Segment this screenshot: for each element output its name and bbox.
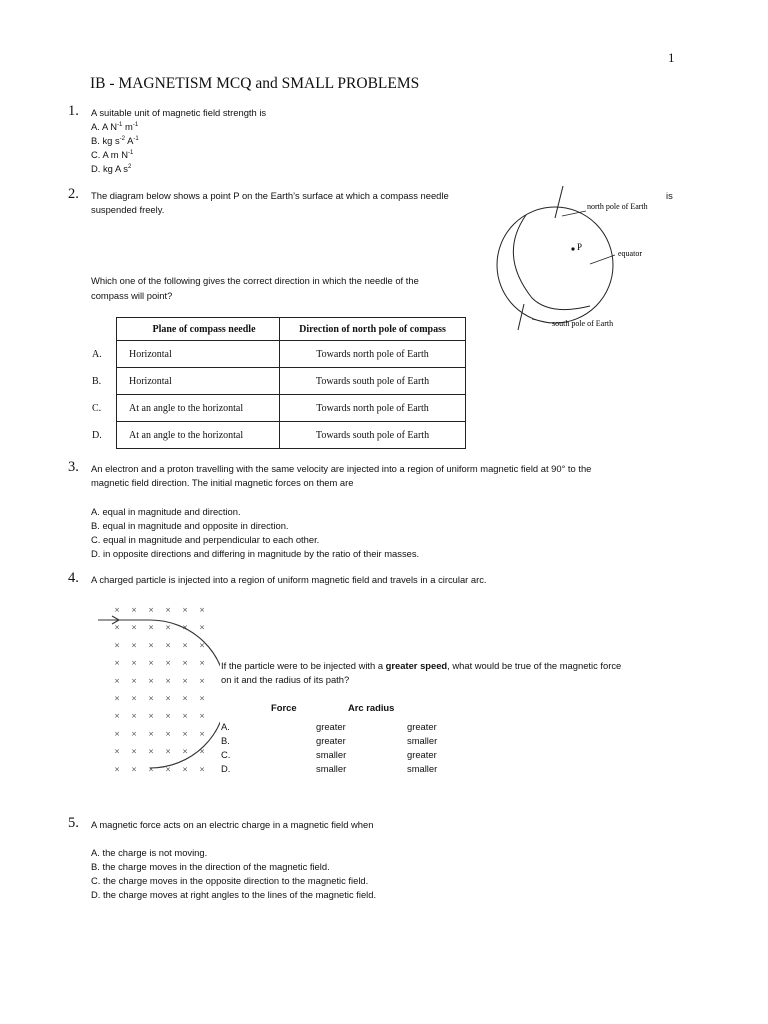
field-cross-icon: × [114, 694, 120, 703]
field-cross-icon: × [165, 641, 171, 650]
question-text-line-2: on it and the radius of its path? [221, 674, 350, 685]
question-text-line-1: An electron and a proton travelling with the same velocity are injected into a region of uniform magnetic field at 90° to the [91, 463, 592, 474]
option-c: C. the charge moves in the opposite direction to the magnetic field. [91, 875, 369, 886]
column-header-force: Force [271, 702, 297, 713]
field-cross-icon: × [182, 606, 188, 614]
question-text-line-2: magnetic field direction. The initial magnetic forces on them are [91, 477, 354, 488]
field-cross-icon: × [182, 676, 188, 685]
row-direction: Towards north pole of Earth [280, 395, 466, 422]
field-cross-icon: × [148, 694, 154, 703]
answer-row: D. smaller smaller [221, 763, 438, 774]
compass-options-table [92, 317, 466, 449]
option-list [91, 120, 139, 176]
question-prompt-line-2: compass will point? [91, 290, 173, 301]
field-cross-icon: × [131, 659, 137, 668]
table-row [92, 395, 466, 422]
row-direction: Towards south pole of Earth [280, 422, 466, 449]
column-header-arc-radius: Arc radius [348, 702, 395, 713]
south-pole-label: south pole of Earth [552, 319, 614, 328]
field-cross-icon: × [199, 765, 205, 774]
axis-north [555, 186, 563, 218]
option-b: B. the charge moves in the direction of the magnetic field. [91, 861, 330, 872]
field-cross-icon: × [148, 747, 154, 756]
table-row [92, 341, 466, 368]
question-text: A suitable unit of magnetic field strength is [91, 107, 267, 118]
option-c: C. equal in magnitude and perpendicular to each other. [91, 534, 320, 545]
header-plane: Plane of compass needle [117, 318, 280, 341]
south-leader [532, 319, 550, 323]
field-cross-icon: × [199, 729, 205, 738]
question-number: 3. [68, 459, 79, 475]
field-cross-icon: × [131, 712, 137, 721]
field-cross-icon: × [148, 659, 154, 668]
field-cross-icon: × [114, 606, 120, 614]
row-label: A. [92, 341, 117, 368]
field-cross-icon: × [165, 747, 171, 756]
row-label: C. [92, 395, 117, 422]
field-cross-icon: × [114, 641, 120, 650]
north-pole-label: north pole of Earth [587, 202, 648, 211]
question-number: 4. [68, 570, 79, 586]
field-cross-icon: × [148, 765, 154, 774]
field-cross-icon: × [165, 765, 171, 774]
field-cross-icon: × [148, 712, 154, 721]
question-text: A charged particle is injected into a region of uniform magnetic field and travels in a circular arc. [91, 574, 487, 585]
field-cross-icon: × [131, 676, 137, 685]
earth-diagram [480, 180, 680, 340]
row-label: B. [92, 368, 117, 395]
field-cross-icon: × [165, 659, 171, 668]
field-cross-icon: × [165, 694, 171, 703]
equator-arc [513, 215, 590, 310]
table-row [92, 368, 466, 395]
field-cross-icon: × [165, 606, 171, 614]
option-c: C. A m $N^{-1}$ [91, 149, 134, 160]
field-cross-icon: × [165, 623, 171, 632]
field-cross-icon: × [114, 676, 120, 685]
answer-row: B. greater smaller [221, 735, 438, 746]
field-cross-icon: × [182, 694, 188, 703]
field-cross-icon: × [114, 729, 120, 738]
field-cross-icon: × [131, 623, 137, 632]
table-header-row [92, 318, 466, 341]
field-cross-icon: × [182, 765, 188, 774]
header-direction: Direction of north pole of compass [280, 318, 466, 341]
field-cross-icon: × [148, 641, 154, 650]
row-label: D. [92, 422, 117, 449]
field-cross-icon: × [114, 712, 120, 721]
point-p-label: P [577, 242, 583, 252]
field-cross-icon: × [114, 747, 120, 756]
option-b: B. equal in magnitude and opposite in direction. [91, 520, 289, 531]
option-list [91, 846, 376, 902]
option-list [91, 505, 419, 561]
page-title: IB - MAGNETISM MCQ and SMALL PROBLEMS [90, 75, 420, 92]
row-direction: Towards north pole of Earth [280, 341, 466, 368]
earth-circle [497, 207, 613, 323]
field-cross-icon: × [199, 659, 205, 668]
question-text-line-1: The diagram below shows a point P on the Earth’s surface at which a compass needle [91, 190, 449, 201]
option-d: D. the charge moves at right angles to the lines of the magnetic field. [91, 889, 377, 900]
field-cross-icon: × [165, 712, 171, 721]
field-cross-icon: × [131, 641, 137, 650]
row-plane: At an angle to the horizontal [117, 422, 280, 449]
page-number: 1 [668, 50, 675, 65]
magnetic-field-diagram [90, 600, 220, 780]
question-text-line-2: suspended freely. [91, 204, 165, 215]
equator-leader [590, 255, 615, 264]
field-cross-icon: × [182, 641, 188, 650]
row-plane: At an angle to the horizontal [117, 395, 280, 422]
field-cross-icon: × [148, 623, 154, 632]
field-cross-icon: × [182, 659, 188, 668]
option-a: A. A $N^{-1}$ $m^{-1}$ [91, 121, 139, 132]
question-text-line-1-end: is [666, 190, 673, 201]
field-cross-icon: × [199, 676, 205, 685]
field-cross-icon: × [182, 729, 188, 738]
field-cross-icon: × [199, 623, 205, 632]
axis-south [518, 304, 524, 330]
option-d: D. in opposite directions and differing in magnitude by the ratio of their masses. [91, 548, 420, 559]
option-a: A. the charge is not moving. [91, 847, 208, 858]
option-b: B. kg $s^{-2}$ $A^{-1}$ [91, 135, 139, 146]
field-cross-icon: × [199, 747, 205, 756]
answer-row: C. smaller greater [221, 749, 437, 760]
question-text: A magnetic force acts on an electric charge in a magnetic field when [91, 819, 374, 830]
field-cross-icon: × [148, 676, 154, 685]
field-cross-icon: × [131, 729, 137, 738]
answer-grid [221, 720, 481, 776]
field-cross-icon: × [199, 641, 205, 650]
field-cross-icon: × [165, 729, 171, 738]
row-direction: Towards south pole of Earth [280, 368, 466, 395]
option-a: A. equal in magnitude and direction. [91, 506, 241, 517]
row-plane: Horizontal [117, 368, 280, 395]
question-number: 1. [68, 103, 79, 119]
field-cross-icon: × [131, 694, 137, 703]
question-number: 5. [68, 815, 79, 831]
row-plane: Horizontal [117, 341, 280, 368]
question-text-line-1: If the particle were to be injected with a greater speed, what would be true of the magnetic force [221, 660, 622, 671]
field-cross-icon: × [131, 606, 137, 614]
field-cross-icon: × [114, 765, 120, 774]
field-cross-icon: × [182, 747, 188, 756]
question-number: 2. [68, 186, 79, 202]
field-cross-icon: × [165, 676, 171, 685]
field-cross-icon: × [148, 729, 154, 738]
field-cross-icon: × [114, 623, 120, 632]
point-p-dot [571, 247, 574, 250]
field-cross-icon: × [131, 765, 137, 774]
option-d: D. kg A $s^2$ [91, 163, 132, 174]
equator-label: equator [618, 249, 642, 258]
question-prompt-line-1: Which one of the following gives the correct direction in which the needle of the [91, 275, 419, 286]
field-cross-icon: × [131, 747, 137, 756]
field-cross-icon: × [148, 606, 154, 614]
field-cross-icon: × [114, 659, 120, 668]
field-cross-icon: × [182, 712, 188, 721]
table-row [92, 422, 466, 449]
field-cross-icon: × [199, 606, 205, 614]
field-cross-icon: × [199, 712, 205, 721]
answer-row: A. greater greater [221, 721, 437, 732]
field-cross-icon: × [199, 694, 205, 703]
field-cross-icon: × [182, 623, 188, 632]
